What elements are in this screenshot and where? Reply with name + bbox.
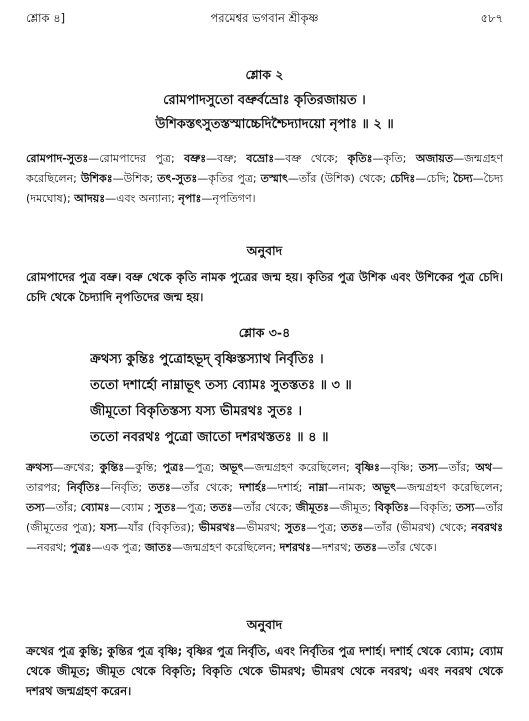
term-meaning: —তাঁর (ভীমরথ) থেকে; — [363, 521, 472, 534]
sanskrit-term: নবরথঃ — [471, 521, 503, 534]
sanskrit-term: উশিকঃ — [80, 172, 113, 185]
term-meaning: —জন্মগ্রহণ করেছিলেন; — [26, 152, 503, 185]
term-meaning: —উশিক; — [112, 172, 158, 185]
translation-heading-2: অনুবাদ — [246, 617, 283, 632]
term-meaning: —নবরথ; — [26, 541, 71, 554]
term-meaning: —ক্রথের; — [52, 461, 100, 474]
sanskrit-term: পুত্রঃ — [162, 461, 185, 474]
term-meaning: —বৃষ্ণি; — [379, 461, 419, 474]
sanskrit-term: তৎ-সুতঃ — [157, 172, 198, 185]
term-meaning: —এবং অন্যান্য; — [105, 192, 179, 205]
sanskrit-term: চৈদ্য — [453, 172, 473, 185]
term-meaning: —ব্যোম ; — [109, 501, 155, 514]
verse-3-line-2: ততো দশার্হো নাম্নাভূৎ তস্য ব্যোমঃ সুতস্ততঃ ॥ ৩ ॥ — [90, 378, 352, 393]
translation-heading-1: অনুবাদ — [246, 243, 283, 258]
page-number: ৫৮৭ — [480, 11, 503, 25]
term-meaning: —বভ্রু থেকে; — [274, 152, 348, 165]
sanskrit-term: ততঃ — [354, 541, 378, 554]
term-meaning: —তাঁর থেকে; — [232, 501, 296, 514]
sanskrit-term: কৃতিঃ — [347, 152, 373, 165]
term-meaning: —জন্মগ্রহণ করেছিলেন; — [171, 541, 280, 554]
sanskrit-term: বভ্রুঃ — [184, 152, 207, 165]
sanskrit-term: যস্য — [100, 521, 118, 534]
term-meaning: —দশার্হ; — [266, 481, 309, 494]
term-meaning: —কৃতির পুত্র; — [197, 172, 261, 185]
sanskrit-term: অভূৎ — [372, 481, 396, 494]
term-meaning: —জীমূত; — [328, 501, 375, 514]
sanskrit-term: দশরথঃ — [279, 541, 311, 554]
verse-4-line-2: ততো নবরথঃ পুত্রো জাতো দশরথস্ততঃ ॥ ৪ ॥ — [90, 430, 329, 445]
header-title: পরমেশ্বর ভগবান শ্রীকৃষ্ণ — [210, 11, 319, 25]
sanskrit-term: নাম্না — [308, 481, 328, 494]
term-meaning: —কুন্তি; — [124, 461, 163, 474]
sanskrit-term: নির্বৃতিঃ — [67, 481, 101, 494]
header-verse-ref: শ্লোক ৪] — [26, 11, 66, 25]
verse-3-line-1: ক্রথস্য কুন্তিঃ পুত্রোহভূদ্ বৃষ্ণিস্তস্যাথ নির্বৃতিঃ । — [90, 352, 324, 367]
term-meaning: —কৃতি; — [372, 152, 416, 165]
sanskrit-term: ততঃ — [210, 501, 233, 514]
sanskrit-term: জাতঃ — [144, 541, 172, 554]
term-meaning: —নামক; — [327, 481, 373, 494]
term-meaning: —চৈদ্য (দমঘোষ); — [26, 172, 504, 205]
sanskrit-term: ততঃ — [340, 521, 364, 534]
term-meaning: —তারপর; — [26, 461, 503, 494]
sanskrit-term: পুত্রঃ — [70, 541, 92, 554]
term-meaning: —পুত্র; — [306, 521, 341, 534]
verse-heading-3-4: শ্লোক ৩-৪ — [238, 325, 291, 340]
word-meaning-2 — [26, 149, 503, 209]
term-meaning: —তাঁর থেকে; — [170, 481, 240, 494]
sanskrit-term: বৃষ্ণিঃ — [355, 461, 380, 474]
sanskrit-term: তস্মাৎ — [260, 172, 288, 185]
sanskrit-term: সুতঃ — [154, 501, 177, 514]
sanskrit-term: নৃপাঃ — [178, 192, 202, 205]
sanskrit-term: ততঃ — [148, 481, 171, 494]
sanskrit-term: সুতঃ — [284, 521, 307, 534]
sanskrit-term: বিকৃতিঃ — [374, 501, 409, 514]
sanskrit-term: ভীমরথঃ — [198, 521, 236, 534]
term-meaning: —তাঁর (উশিক) থেকে; — [287, 172, 391, 185]
sanskrit-term: অজায়ত — [415, 152, 454, 165]
term-meaning: —এক পুত্র; — [91, 541, 145, 554]
translation-2: রোমপাদের পুত্র বভ্রু। বভ্রু থেকে কৃতি নামক পুত্রের জন্ম হয়। কৃতির পুত্র উশিক এবং উশিকের পুত্র চেদি। চেদি থেকে চৈদ্যাদি নৃপতিদের জন্ম হয়। — [26, 270, 503, 304]
sanskrit-term: আদয়ঃ — [74, 192, 106, 205]
sanskrit-term: অথ — [475, 461, 492, 474]
verse-2-line-2: উশিকস্তৎসুতস্তস্মাচ্চেদিশ্চৈদ্যাদয়ো নৃপাঃ ॥ ২ ॥ — [155, 117, 394, 132]
term-meaning: —যাঁর (বিকৃতির); — [117, 521, 199, 534]
sanskrit-term: তস্য — [26, 501, 45, 514]
term-meaning: —নির্বৃতি; — [100, 481, 149, 494]
term-meaning: —ভীমরথ; — [235, 521, 285, 534]
term-meaning: —নৃপতিগণ। — [201, 192, 256, 205]
verse-4-line-1: জীমূতো বিকৃতিস্তস্য যস্য ভীমরথঃ সুতঃ । — [90, 404, 303, 419]
term-meaning: —বিকৃতি; — [408, 501, 456, 514]
sanskrit-term: তস্য — [455, 501, 475, 514]
term-meaning: —পুত্র; — [176, 501, 211, 514]
term-meaning: —তাঁর থেকে। — [377, 541, 437, 554]
term-meaning: —জন্মগ্রহণ করেছিলেন; — [395, 481, 504, 494]
translation-3-4: ক্রথের পুত্র কুন্তি; কুন্তির পুত্র বৃষ্ণি; বৃষ্ণির পুত্র নির্বৃতি, এবং নির্বৃতির পুত্র দশার্হ। দশার্হ থেকে ব্যোম; ব্যোম থেকে জীমূত; জীমূত থেকে বিকৃতি; বিকৃতি থেকে ভীমরথ; ভীমরথ থেকে নবরথ; এবং নবরথ থেকে দশরথ জন্মগ্রহণ করেন। — [26, 644, 503, 698]
term-meaning: —তাঁর; — [44, 501, 81, 514]
term-meaning: —তাঁর; — [437, 461, 476, 474]
sanskrit-term: ব্যোমঃ — [80, 501, 110, 514]
term-meaning: —পুত্র; — [184, 461, 220, 474]
sanskrit-term: দশার্হঃ — [239, 481, 267, 494]
term-meaning: —তাঁর (জীমূতের পুত্র); — [26, 501, 503, 534]
term-meaning: —জন্মগ্রহণ করেছিলেন; — [243, 461, 356, 474]
term-meaning: —চেদি; — [415, 172, 454, 185]
sanskrit-term: ক্রথস্য — [26, 461, 53, 474]
sanskrit-term: কুন্তিঃ — [99, 461, 125, 474]
sanskrit-term: তস্য — [418, 461, 438, 474]
term-meaning: —বভ্রু; — [206, 152, 247, 165]
word-meaning-3-4 — [26, 458, 503, 558]
term-meaning: —রোমপাদের পুত্র; — [88, 152, 185, 165]
term-meaning: —দশরথ; — [311, 541, 355, 554]
verse-2-line-1: রোমপাদসুতো বভ্রুর্বভ্রোঃ কৃতিরজায়ত । — [163, 93, 366, 108]
sanskrit-term: অভূৎ — [219, 461, 244, 474]
sanskrit-term: চেদিঃ — [390, 172, 416, 185]
page-header — [26, 10, 503, 28]
sanskrit-term: বভ্রোঃ — [246, 152, 275, 165]
sanskrit-term: জীমূতঃ — [295, 501, 329, 514]
verse-heading-2: শ্লোক ২ — [245, 67, 284, 82]
sanskrit-term: রোমপাদ-সুতঃ — [26, 152, 89, 165]
